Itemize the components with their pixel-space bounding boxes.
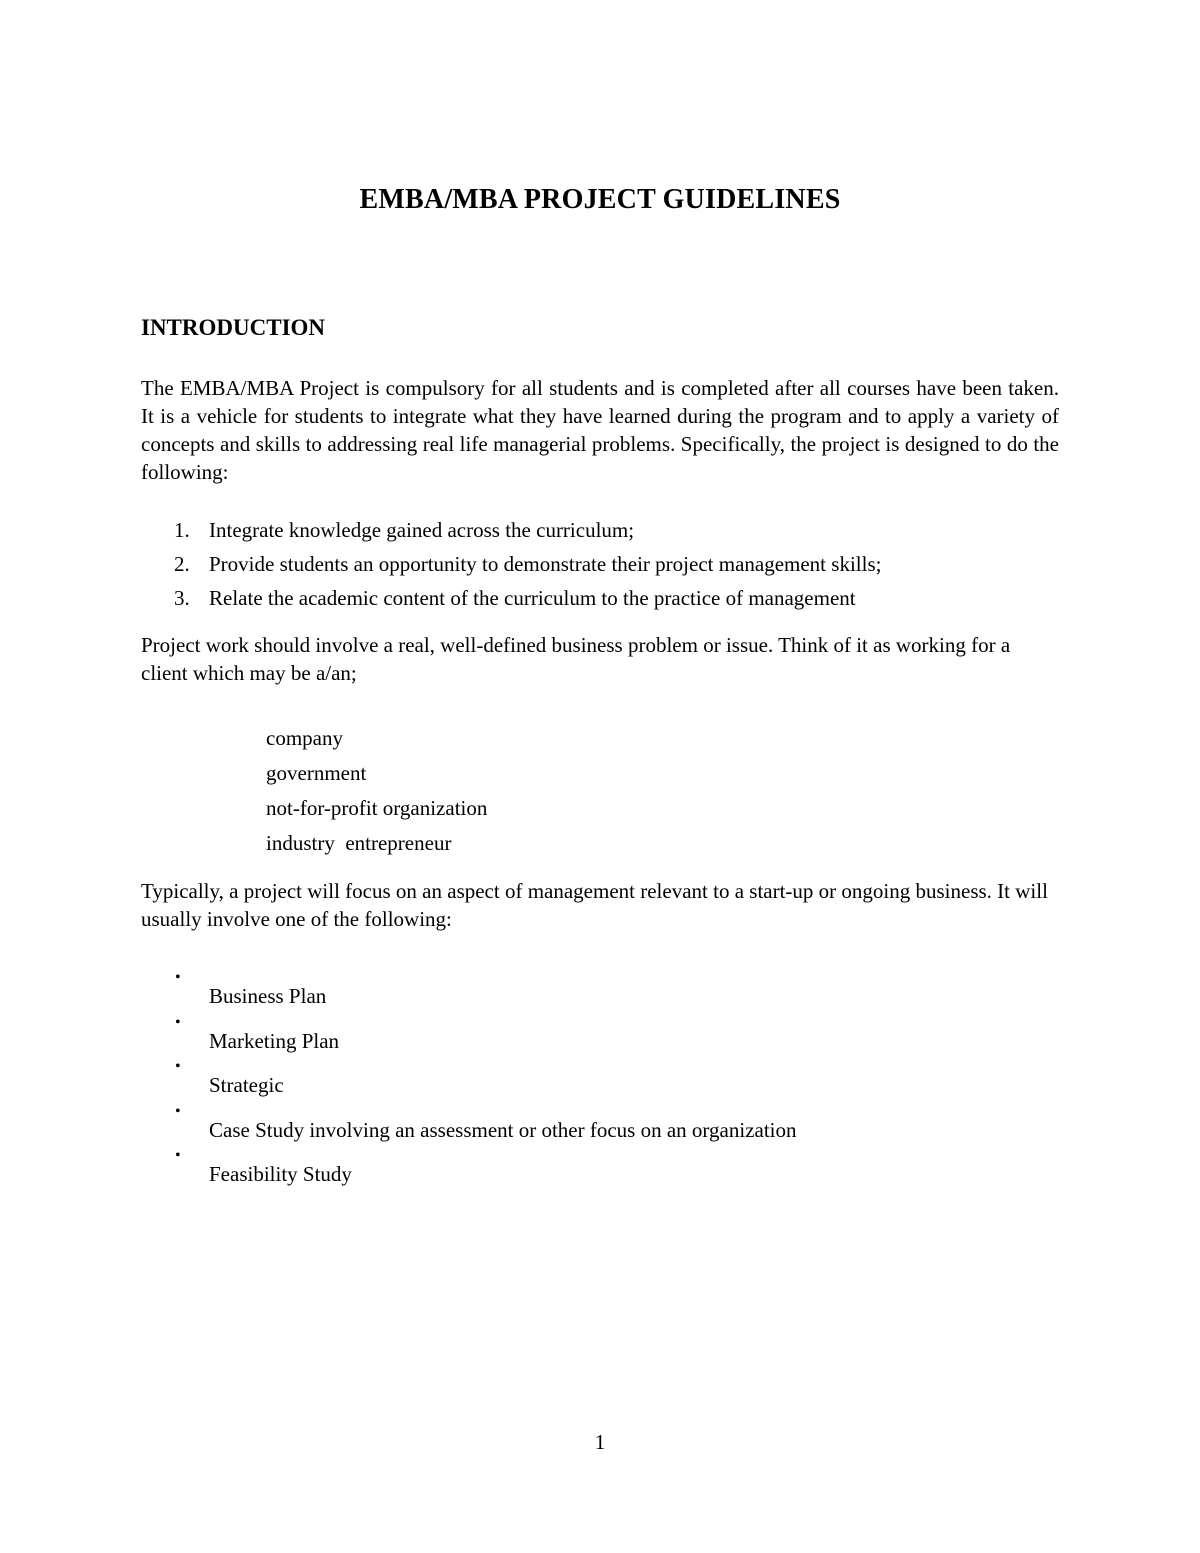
client-type-item: not-for-profit organization — [266, 796, 488, 820]
project-type-item — [141, 1057, 1059, 1102]
objective-number: 3. — [174, 586, 190, 610]
client-paragraph: Project work should involve a real, well-defined business problem or issue. Think of it as working for a client which may be a/an; — [141, 633, 1011, 685]
section-heading-introduction: INTRODUCTION — [141, 315, 326, 340]
bullet-icon: • — [175, 1102, 181, 1120]
objective-number: 1. — [174, 518, 190, 542]
bullet-icon: • — [175, 1147, 181, 1164]
objective-number: 2. — [174, 552, 190, 576]
bullet-icon: • — [175, 1058, 181, 1075]
project-type-text: Case Study involving an assessment or other focus on an organization — [209, 1117, 797, 1142]
page-number: 1 — [594, 1430, 606, 1454]
project-type-text: Business Plan — [209, 984, 327, 1008]
project-type-item — [141, 968, 1059, 1013]
objective-text: Provide students an opportunity to demonstrate their project management skills; — [209, 552, 882, 576]
objective-item — [141, 584, 1059, 618]
project-type-text: Marketing Plan — [209, 1028, 340, 1053]
project-type-text: Strategic — [209, 1073, 284, 1097]
project-type-item — [141, 1013, 1059, 1058]
objective-item — [141, 516, 1059, 550]
client-types-list — [266, 724, 487, 864]
client-type-item: government — [266, 761, 367, 785]
project-type-text: Feasibility Study — [209, 1162, 352, 1186]
objective-item — [141, 550, 1059, 584]
project-type-item — [141, 1102, 1059, 1147]
document-title: EMBA/MBA PROJECT GUIDELINES — [359, 184, 841, 215]
client-type-item: industry entrepreneur — [266, 831, 452, 855]
client-type-item: company — [266, 726, 343, 750]
intro-paragraph: The EMBA/MBA Project is compulsory for all students and is completed after all courses have been taken. It is a vehicle for students to integrate what they have learned during the program and to apply a variety of concepts and skills to addressing real life managerial problems. Specifically, the project is designed to do the following: — [141, 376, 1059, 484]
objectives-list — [141, 516, 1059, 618]
bullet-icon: • — [175, 1013, 181, 1031]
focus-paragraph: Typically, a project will focus on an aspect of management relevant to a start-up or ongoing business. It will usually involve one of the following: — [141, 879, 1048, 931]
project-types-list — [141, 968, 1059, 1191]
objective-text: Integrate knowledge gained across the curriculum; — [209, 518, 635, 542]
objective-text: Relate the academic content of the curriculum to the practice of management — [209, 586, 856, 610]
bullet-icon: • — [175, 969, 181, 986]
project-type-item — [141, 1146, 1059, 1191]
